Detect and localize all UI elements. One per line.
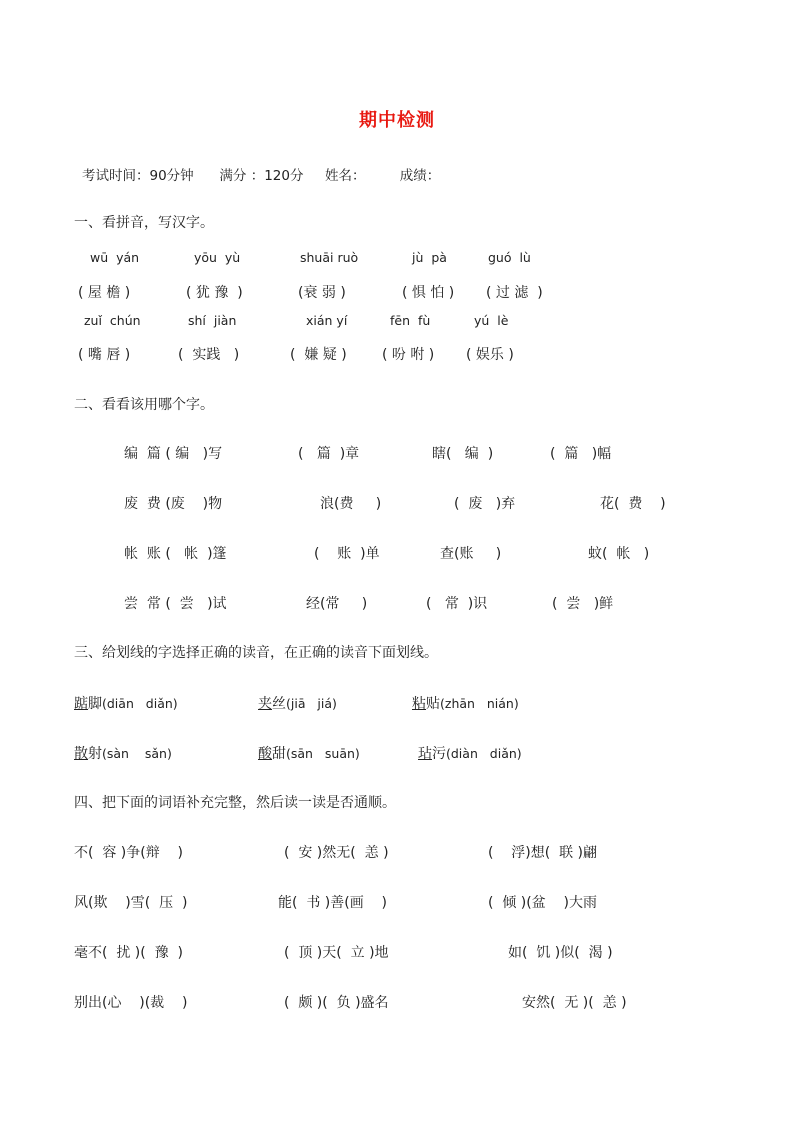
hanzi-item: ( 吩 咐 ) xyxy=(382,347,435,363)
idiom-item: ( 颇 )( 负 )盛名 xyxy=(284,995,389,1011)
choose-item: 废 费 (废 )物 xyxy=(124,496,223,512)
idiom-item: ( 浮)想( 联 )翩 xyxy=(488,845,597,861)
choose-item: 查(账 ) xyxy=(440,546,502,562)
idiom-item: 不( 容 )争(辩 ) xyxy=(74,845,183,861)
pinyin-item: guó lù xyxy=(488,250,531,265)
pinyin-item: zuǐ chún xyxy=(84,313,141,328)
choose-item: ( 常 )识 xyxy=(426,596,488,612)
choose-item: 尝 常 ( 尝 )试 xyxy=(124,596,227,612)
idiom-item: 别出(心 )(裁 ) xyxy=(74,995,188,1011)
pinyin-item: jù pà xyxy=(412,250,447,265)
pinyin-item: yú lè xyxy=(474,313,509,328)
hanzi-item: ( 实践 ) xyxy=(178,347,240,363)
pinyin-item: yōu yù xyxy=(194,250,241,265)
idiom-item: 风(欺 )雪( 压 ) xyxy=(74,895,188,911)
pron-item: 散射(sàn sǎn) xyxy=(74,746,172,762)
choose-item: 花( 费 ) xyxy=(600,496,666,512)
hanzi-item: ( 惧 怕 ) xyxy=(402,285,455,301)
section-1-heading: 一、看拼音，写汉字。 xyxy=(74,215,214,231)
choose-item: 蚊( 帐 ) xyxy=(588,546,650,562)
idiom-item: ( 倾 )(盆 )大雨 xyxy=(488,895,597,911)
pinyin-item: shuāi ruò xyxy=(300,250,359,265)
idiom-item: ( 顶 )天( 立 )地 xyxy=(284,945,389,961)
choose-item: ( 篇 )章 xyxy=(298,446,360,462)
pinyin-item: shí jiàn xyxy=(188,313,237,328)
hanzi-item: ( 犹 豫 ) xyxy=(186,285,243,301)
choose-item: ( 篇 )幅 xyxy=(550,446,612,462)
pron-item: 粘贴(zhān nián) xyxy=(412,696,519,712)
choose-item: ( 尝 )鲜 xyxy=(552,596,614,612)
choose-item: 编 篇 ( 编 )写 xyxy=(124,446,223,462)
section-4-heading: 四、把下面的词语补充完整，然后读一读是否通顺。 xyxy=(74,795,396,811)
idiom-item: 安然( 无 )( 恙 ) xyxy=(522,995,627,1011)
page-title: 期中检测 xyxy=(359,110,435,131)
idiom-item: 能( 书 )善(画 ) xyxy=(278,895,387,911)
hanzi-item: ( 娱乐 ) xyxy=(466,347,514,363)
hanzi-item: ( 嫌 疑 ) xyxy=(290,347,347,363)
pron-item: 玷污(diàn diǎn) xyxy=(418,746,522,762)
hanzi-item: ( 嘴 唇 ) xyxy=(78,347,131,363)
choose-item: 经(常 ) xyxy=(306,596,368,612)
idiom-item: 如( 饥 )似( 渴 ) xyxy=(508,945,613,961)
exam-info: 考试时间：90分钟 满分 ：120分 姓名： 成绩： xyxy=(82,168,441,184)
pron-item: 夹丝(jiā jiá) xyxy=(258,696,337,712)
choose-item: 瞎( 编 ) xyxy=(432,446,494,462)
pinyin-item: fēn fù xyxy=(390,313,431,328)
hanzi-item: (衰 弱 ) xyxy=(298,285,346,301)
pinyin-item: xián yí xyxy=(306,313,348,328)
hanzi-item: ( 过 滤 ) xyxy=(486,285,543,301)
hanzi-item: ( 屋 檐 ) xyxy=(78,285,131,301)
section-3-heading: 三、给划线的字选择正确的读音，在正确的读音下面划线。 xyxy=(74,645,438,661)
choose-item: 浪(费 ) xyxy=(320,496,382,512)
pron-item: 酸甜(sān suān) xyxy=(258,746,360,762)
idiom-item: 毫不( 扰 )( 豫 ) xyxy=(74,945,183,961)
choose-item: ( 账 )单 xyxy=(314,546,380,562)
pinyin-item: wū yán xyxy=(90,250,140,265)
choose-item: 帐 账 ( 帐 )篷 xyxy=(124,546,227,562)
pron-item: 踮脚(diān diǎn) xyxy=(74,696,178,712)
choose-item: ( 废 )弃 xyxy=(454,496,516,512)
idiom-item: ( 安 )然无( 恙 ) xyxy=(284,845,389,861)
section-2-heading: 二、看看该用哪个字。 xyxy=(74,397,214,413)
